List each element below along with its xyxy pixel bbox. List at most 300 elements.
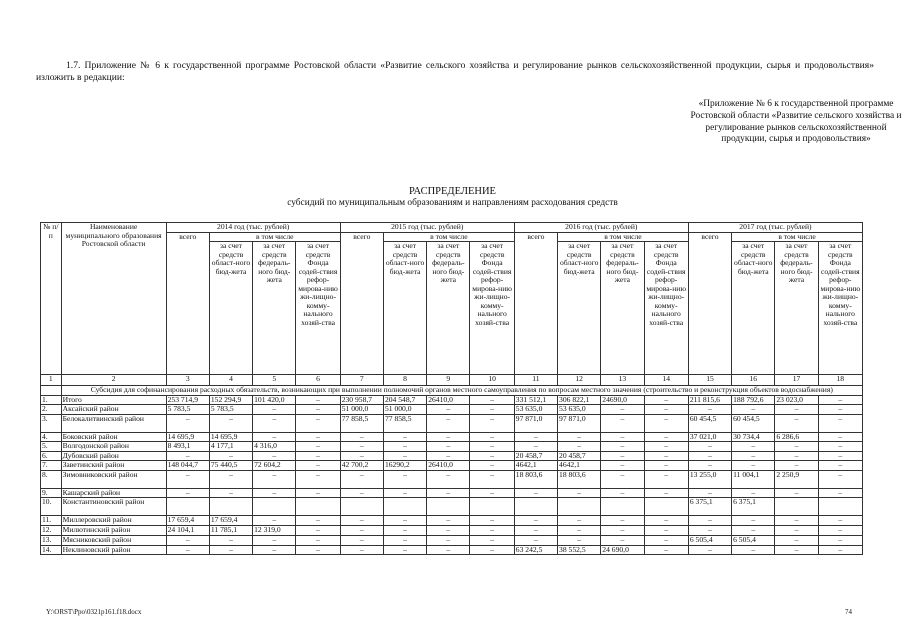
value-cell: – bbox=[340, 451, 383, 461]
table-row bbox=[41, 461, 863, 471]
header-year-2014: 2014 год (тыс. рублей) bbox=[166, 223, 340, 233]
value-cell: – bbox=[470, 545, 514, 555]
value-cell: 24 690,0 bbox=[601, 545, 644, 555]
value-cell bbox=[514, 498, 557, 516]
value-cell: – bbox=[601, 461, 644, 471]
value-cell: – bbox=[732, 516, 775, 526]
value-cell: – bbox=[166, 488, 209, 498]
municipality-name: Дубовский район bbox=[61, 451, 166, 461]
value-cell bbox=[427, 498, 470, 516]
column-number: 7 bbox=[340, 375, 383, 386]
value-cell: – bbox=[601, 488, 644, 498]
header-year-2016: 2016 год (тыс. рублей) bbox=[514, 223, 688, 233]
column-number: 3 bbox=[166, 375, 209, 386]
municipality-name: Милютинский район bbox=[61, 526, 166, 536]
value-cell bbox=[253, 498, 296, 516]
value-cell: 331 512,1 bbox=[514, 395, 557, 405]
value-cell: – bbox=[296, 442, 340, 452]
value-cell: – bbox=[601, 414, 644, 432]
value-cell: 211 815,6 bbox=[688, 395, 731, 405]
value-cell: – bbox=[558, 442, 601, 452]
value-cell: – bbox=[340, 470, 383, 488]
value-cell: – bbox=[296, 536, 340, 546]
value-cell: 6 375,1 bbox=[688, 498, 731, 516]
value-cell: – bbox=[688, 451, 731, 461]
value-cell: 13 255,0 bbox=[688, 470, 731, 488]
table-row bbox=[41, 498, 863, 516]
column-number: 5 bbox=[253, 375, 296, 386]
value-cell: 18 803,6 bbox=[558, 470, 601, 488]
value-cell: – bbox=[775, 451, 818, 461]
value-cell: – bbox=[340, 488, 383, 498]
column-number: 4 bbox=[209, 375, 252, 386]
value-cell: – bbox=[427, 451, 470, 461]
value-cell: 230 958,7 bbox=[340, 395, 383, 405]
value-cell: – bbox=[775, 545, 818, 555]
value-cell: – bbox=[166, 536, 209, 546]
value-cell: 11 004,1 bbox=[732, 470, 775, 488]
header-incl: в том числе bbox=[209, 232, 340, 242]
value-cell: – bbox=[601, 470, 644, 488]
value-cell: – bbox=[166, 470, 209, 488]
header-federal: за счет средств федераль-ного бюд-жета bbox=[427, 242, 470, 375]
value-cell: – bbox=[644, 414, 688, 432]
value-cell: – bbox=[209, 545, 252, 555]
header-incl: в том числе bbox=[732, 232, 863, 242]
value-cell: 101 420,0 bbox=[253, 395, 296, 405]
value-cell: 6 375,1 bbox=[732, 498, 775, 516]
value-cell: – bbox=[644, 516, 688, 526]
value-cell: – bbox=[775, 442, 818, 452]
value-cell: – bbox=[818, 536, 862, 546]
value-cell: 306 822,1 bbox=[558, 395, 601, 405]
value-cell: 4642,1 bbox=[514, 461, 557, 471]
value-cell: 11 785,1 bbox=[209, 526, 252, 536]
header-fund: за счет средств Фонда содей-ствия рефор-мирова-нию жи-лищно-комму-нального хозяй-ства bbox=[644, 242, 688, 375]
row-number: 1. bbox=[41, 395, 62, 405]
value-cell: 20 458,7 bbox=[514, 451, 557, 461]
column-number: 6 bbox=[296, 375, 340, 386]
column-number: 12 bbox=[558, 375, 601, 386]
value-cell bbox=[470, 498, 514, 516]
value-cell: 97 871,0 bbox=[558, 414, 601, 432]
value-cell: 60 454,5 bbox=[688, 414, 731, 432]
value-cell: 5 783,5 bbox=[209, 405, 252, 415]
table-row bbox=[41, 488, 863, 498]
value-cell: 6 505,4 bbox=[688, 536, 731, 546]
value-cell: – bbox=[340, 432, 383, 442]
value-cell: – bbox=[340, 442, 383, 452]
row-number: 12. bbox=[41, 526, 62, 536]
value-cell: – bbox=[732, 451, 775, 461]
header-federal: за счет средств федераль-ного бюд-жета bbox=[253, 242, 296, 375]
subsidy-table bbox=[40, 222, 863, 555]
municipality-name: Миллеровский район bbox=[61, 516, 166, 526]
table-row bbox=[41, 516, 863, 526]
value-cell: – bbox=[253, 432, 296, 442]
row-number: 11. bbox=[41, 516, 62, 526]
value-cell: 38 552,5 bbox=[558, 545, 601, 555]
header-name: Наименование муниципального образования Ростовской области bbox=[61, 223, 166, 375]
value-cell: 17 659,4 bbox=[166, 516, 209, 526]
municipality-name: Боковский район bbox=[61, 432, 166, 442]
value-cell: – bbox=[644, 545, 688, 555]
value-cell: 4 316,0 bbox=[253, 442, 296, 452]
value-cell: – bbox=[427, 536, 470, 546]
value-cell: – bbox=[470, 536, 514, 546]
municipality-name: Кашарский район bbox=[61, 488, 166, 498]
value-cell: 8 493,1 bbox=[166, 442, 209, 452]
value-cell: – bbox=[818, 545, 862, 555]
value-cell: 6 505,4 bbox=[732, 536, 775, 546]
section-title: Субсидия для софинансирования расходных обязательств, возникающих при выполнении полномочий органов местного самоуправления по вопросам местного значения (строительство и реконструкция объектов водоснабжения) bbox=[61, 386, 862, 396]
value-cell: – bbox=[644, 488, 688, 498]
value-cell: – bbox=[644, 461, 688, 471]
value-cell: – bbox=[340, 545, 383, 555]
value-cell: – bbox=[427, 405, 470, 415]
value-cell: – bbox=[253, 545, 296, 555]
value-cell: – bbox=[818, 395, 862, 405]
value-cell: 6 286,6 bbox=[775, 432, 818, 442]
value-cell: – bbox=[601, 432, 644, 442]
value-cell: 17 659,4 bbox=[209, 516, 252, 526]
value-cell: – bbox=[601, 405, 644, 415]
row-number: 10. bbox=[41, 498, 62, 516]
value-cell: 97 871,0 bbox=[514, 414, 557, 432]
value-cell: – bbox=[209, 451, 252, 461]
value-cell: – bbox=[644, 432, 688, 442]
value-cell: – bbox=[644, 442, 688, 452]
value-cell: 14 695,9 bbox=[166, 432, 209, 442]
row-number: 4. bbox=[41, 432, 62, 442]
value-cell: – bbox=[383, 432, 426, 442]
municipality-name: Зимовниковский район bbox=[61, 470, 166, 488]
value-cell: – bbox=[775, 405, 818, 415]
table-row bbox=[41, 536, 863, 546]
value-cell: – bbox=[209, 470, 252, 488]
value-cell: – bbox=[383, 470, 426, 488]
value-cell: – bbox=[383, 516, 426, 526]
value-cell: – bbox=[340, 526, 383, 536]
value-cell bbox=[601, 498, 644, 516]
value-cell: – bbox=[296, 414, 340, 432]
value-cell: 4 177,1 bbox=[209, 442, 252, 452]
value-cell: 20 458,7 bbox=[558, 451, 601, 461]
value-cell: – bbox=[818, 470, 862, 488]
value-cell: – bbox=[732, 461, 775, 471]
value-cell: 2 250,9 bbox=[775, 470, 818, 488]
value-cell: 77 858,5 bbox=[383, 414, 426, 432]
value-cell: 26410,0 bbox=[427, 395, 470, 405]
document-subtitle: субсидий по муниципальным образованиям и направлениям расходования средств bbox=[287, 198, 618, 208]
header-fund: за счет средств Фонда содей-ствия рефор-мирова-нию жи-лищно-комму-нального хозяй-ства bbox=[818, 242, 862, 375]
value-cell: – bbox=[253, 488, 296, 498]
value-cell: – bbox=[558, 516, 601, 526]
value-cell: – bbox=[470, 395, 514, 405]
value-cell: – bbox=[775, 461, 818, 471]
header-fund: за счет средств Фонда содей-ствия рефор-мирова-нию жи-лищно-комму-нального хозяй-ства bbox=[470, 242, 514, 375]
header-num: № п/п bbox=[41, 223, 62, 375]
value-cell: – bbox=[470, 526, 514, 536]
column-number: 15 bbox=[688, 375, 731, 386]
column-number: 14 bbox=[644, 375, 688, 386]
value-cell: 72 604,2 bbox=[253, 461, 296, 471]
value-cell: – bbox=[818, 442, 862, 452]
value-cell: – bbox=[688, 488, 731, 498]
table-row bbox=[41, 432, 863, 442]
header-regional: за счет средств област-ного бюд-жета bbox=[558, 242, 601, 375]
value-cell: – bbox=[296, 470, 340, 488]
value-cell: – bbox=[296, 405, 340, 415]
value-cell: – bbox=[818, 432, 862, 442]
column-number: 8 bbox=[383, 375, 426, 386]
municipality-name: Белокалитвинский район bbox=[61, 414, 166, 432]
value-cell bbox=[340, 498, 383, 516]
intro-paragraph: 1.7. Приложение № 6 к государственной программе Ростовской области «Развитие сельского хозяйства и регулирование рынков сельскохозяйственной продукции, сырья и продовольствия» изложить в редакции: bbox=[36, 60, 874, 83]
row-number: 9. bbox=[41, 488, 62, 498]
value-cell: 53 635,0 bbox=[514, 405, 557, 415]
value-cell: 5 783,5 bbox=[166, 405, 209, 415]
value-cell: – bbox=[601, 536, 644, 546]
table-row bbox=[41, 442, 863, 452]
value-cell: – bbox=[253, 470, 296, 488]
value-cell: 4642,1 bbox=[558, 461, 601, 471]
value-cell: – bbox=[514, 536, 557, 546]
column-number: 2 bbox=[61, 375, 166, 386]
header-total: всего bbox=[166, 232, 209, 375]
value-cell: – bbox=[470, 442, 514, 452]
value-cell: – bbox=[383, 451, 426, 461]
municipality-name: Константиновский район bbox=[61, 498, 166, 516]
value-cell: – bbox=[688, 461, 731, 471]
value-cell: – bbox=[253, 451, 296, 461]
value-cell: – bbox=[601, 442, 644, 452]
value-cell: 26410,0 bbox=[427, 461, 470, 471]
value-cell: – bbox=[209, 488, 252, 498]
value-cell: – bbox=[296, 395, 340, 405]
value-cell bbox=[209, 498, 252, 516]
value-cell: – bbox=[427, 414, 470, 432]
value-cell: – bbox=[470, 414, 514, 432]
page-number: 74 bbox=[845, 608, 852, 616]
value-cell: 24 104,1 bbox=[166, 526, 209, 536]
municipality-name: Неклиновский район bbox=[61, 545, 166, 555]
value-cell: – bbox=[427, 526, 470, 536]
table-row bbox=[41, 526, 863, 536]
column-number: 10 bbox=[470, 375, 514, 386]
value-cell: – bbox=[688, 516, 731, 526]
table-row bbox=[41, 395, 863, 405]
value-cell: – bbox=[253, 516, 296, 526]
table-row bbox=[41, 451, 863, 461]
value-cell: – bbox=[558, 526, 601, 536]
value-cell bbox=[166, 498, 209, 516]
value-cell: 253 714,9 bbox=[166, 395, 209, 405]
municipality-name: Аксайский район bbox=[61, 405, 166, 415]
value-cell: 204 548,7 bbox=[383, 395, 426, 405]
value-cell: – bbox=[818, 451, 862, 461]
value-cell: – bbox=[688, 442, 731, 452]
value-cell: 24690,0 bbox=[601, 395, 644, 405]
value-cell: – bbox=[732, 526, 775, 536]
value-cell: – bbox=[296, 545, 340, 555]
value-cell: – bbox=[514, 432, 557, 442]
value-cell: – bbox=[688, 526, 731, 536]
value-cell: – bbox=[818, 414, 862, 432]
value-cell: 51 000,0 bbox=[340, 405, 383, 415]
value-cell: – bbox=[732, 488, 775, 498]
row-number: 5. bbox=[41, 442, 62, 452]
municipality-name: Волгодонской район bbox=[61, 442, 166, 452]
section-num-cell bbox=[41, 386, 62, 396]
value-cell: – bbox=[775, 488, 818, 498]
row-number: 6. bbox=[41, 451, 62, 461]
value-cell: – bbox=[558, 432, 601, 442]
header-total: всего bbox=[688, 232, 731, 375]
value-cell: 51 000,0 bbox=[383, 405, 426, 415]
value-cell bbox=[383, 498, 426, 516]
value-cell: 23 023,0 bbox=[775, 395, 818, 405]
value-cell: – bbox=[732, 405, 775, 415]
value-cell: – bbox=[775, 414, 818, 432]
value-cell: – bbox=[470, 461, 514, 471]
municipality-name: Мясниковский район bbox=[61, 536, 166, 546]
header-federal: за счет средств федераль-ного бюд-жета bbox=[601, 242, 644, 375]
column-number: 17 bbox=[775, 375, 818, 386]
value-cell: – bbox=[644, 395, 688, 405]
value-cell: – bbox=[601, 526, 644, 536]
column-number: 16 bbox=[732, 375, 775, 386]
value-cell: – bbox=[644, 536, 688, 546]
document-title: РАСПРЕДЕЛЕНИЕ bbox=[409, 186, 496, 197]
municipality-name: Заветинский район bbox=[61, 461, 166, 471]
value-cell: – bbox=[775, 526, 818, 536]
header-federal: за счет средств федераль-ного бюд-жета bbox=[775, 242, 818, 375]
table-row bbox=[41, 405, 863, 415]
value-cell: – bbox=[296, 461, 340, 471]
row-number: 2. bbox=[41, 405, 62, 415]
value-cell: – bbox=[296, 451, 340, 461]
header-regional: за счет средств област-ного бюд-жета bbox=[383, 242, 426, 375]
value-cell: – bbox=[470, 451, 514, 461]
value-cell: – bbox=[427, 470, 470, 488]
header-year-2017: 2017 год (тыс. рублей) bbox=[688, 223, 862, 233]
value-cell: – bbox=[253, 405, 296, 415]
value-cell: – bbox=[166, 451, 209, 461]
value-cell: – bbox=[470, 516, 514, 526]
header-year-2015: 2015 год (тыс. рублей) bbox=[340, 223, 514, 233]
value-cell: 75 440,5 bbox=[209, 461, 252, 471]
value-cell: 63 242,5 bbox=[514, 545, 557, 555]
value-cell: – bbox=[644, 526, 688, 536]
value-cell: – bbox=[470, 488, 514, 498]
value-cell: – bbox=[818, 488, 862, 498]
value-cell: – bbox=[775, 536, 818, 546]
value-cell: – bbox=[427, 488, 470, 498]
value-cell: – bbox=[514, 516, 557, 526]
value-cell: – bbox=[209, 536, 252, 546]
appendix-heading: «Приложение № 6 к государственной программе Ростовской области «Развитие сельского хозяйства и регулирование рынков сельскохозяйственной продукции, сырья и продовольствия» bbox=[690, 99, 902, 145]
header-fund: за счет средств Фонда содей-ствия рефор-мирова-нию жи-лищно-комму-нального хозяй-ства bbox=[296, 242, 340, 375]
value-cell: – bbox=[514, 442, 557, 452]
header-regional: за счет средств област-ного бюд-жета bbox=[732, 242, 775, 375]
value-cell: – bbox=[601, 451, 644, 461]
value-cell: 30 734,4 bbox=[732, 432, 775, 442]
row-number: 14. bbox=[41, 545, 62, 555]
value-cell: – bbox=[470, 405, 514, 415]
value-cell: – bbox=[558, 536, 601, 546]
value-cell bbox=[818, 498, 862, 516]
column-number: 11 bbox=[514, 375, 557, 386]
header-incl: в том числе bbox=[558, 232, 689, 242]
value-cell: – bbox=[427, 545, 470, 555]
value-cell: – bbox=[427, 516, 470, 526]
value-cell bbox=[558, 498, 601, 516]
value-cell: – bbox=[166, 545, 209, 555]
value-cell: 60 454,5 bbox=[732, 414, 775, 432]
value-cell bbox=[296, 498, 340, 516]
value-cell: – bbox=[253, 536, 296, 546]
value-cell: – bbox=[818, 461, 862, 471]
value-cell: – bbox=[818, 516, 862, 526]
value-cell: – bbox=[818, 526, 862, 536]
row-number: 8. bbox=[41, 470, 62, 488]
table-row bbox=[41, 414, 863, 432]
value-cell: – bbox=[688, 545, 731, 555]
value-cell: – bbox=[166, 414, 209, 432]
value-cell: – bbox=[383, 545, 426, 555]
value-cell: – bbox=[514, 488, 557, 498]
value-cell: – bbox=[427, 432, 470, 442]
value-cell: 77 858,5 bbox=[340, 414, 383, 432]
value-cell: 42 700,2 bbox=[340, 461, 383, 471]
value-cell: 37 021,0 bbox=[688, 432, 731, 442]
value-cell: – bbox=[296, 488, 340, 498]
row-number: 13. bbox=[41, 536, 62, 546]
value-cell: – bbox=[732, 545, 775, 555]
value-cell: – bbox=[383, 526, 426, 536]
value-cell: 53 635,0 bbox=[558, 405, 601, 415]
table-row bbox=[41, 545, 863, 555]
value-cell: – bbox=[470, 432, 514, 442]
value-cell: 188 792,6 bbox=[732, 395, 775, 405]
column-number: 13 bbox=[601, 375, 644, 386]
value-cell: – bbox=[514, 526, 557, 536]
row-number: 7. bbox=[41, 461, 62, 471]
table-row bbox=[41, 470, 863, 488]
value-cell: – bbox=[296, 526, 340, 536]
column-number: 18 bbox=[818, 375, 862, 386]
value-cell: – bbox=[818, 405, 862, 415]
value-cell: 18 803,6 bbox=[514, 470, 557, 488]
value-cell: – bbox=[470, 470, 514, 488]
value-cell: – bbox=[775, 516, 818, 526]
header-total: всего bbox=[514, 232, 557, 375]
value-cell: 14 695,9 bbox=[209, 432, 252, 442]
value-cell: – bbox=[644, 405, 688, 415]
municipality-name: Итого bbox=[61, 395, 166, 405]
value-cell bbox=[644, 498, 688, 516]
header-incl: в том числе bbox=[383, 232, 514, 242]
value-cell: – bbox=[383, 488, 426, 498]
value-cell: – bbox=[558, 488, 601, 498]
header-regional: за счет средств област-ного бюд-жета bbox=[209, 242, 252, 375]
row-number: 3. bbox=[41, 414, 62, 432]
value-cell: – bbox=[209, 414, 252, 432]
value-cell: – bbox=[601, 516, 644, 526]
value-cell: – bbox=[732, 442, 775, 452]
value-cell: – bbox=[296, 516, 340, 526]
